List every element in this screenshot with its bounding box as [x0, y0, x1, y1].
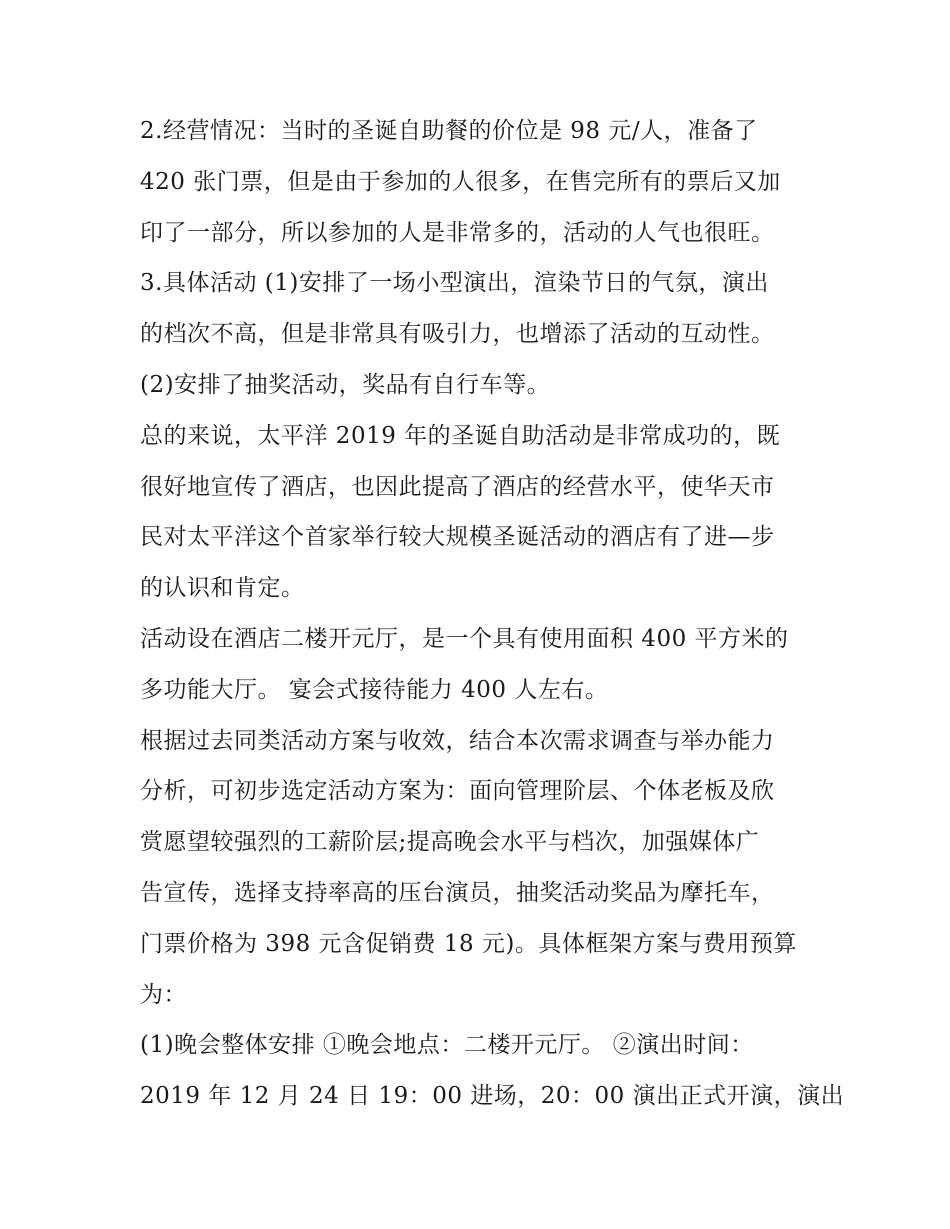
text-line-10: 的认识和肯定。	[140, 575, 305, 602]
text-line-19: (1)晚会整体安排 ①晚会地点：二楼开元厅。 ②演出时间：	[140, 1032, 754, 1059]
text-line-13: 根据过去同类活动方案与收效，结合本次需求调查与举办能力	[140, 727, 775, 754]
text-line-3: 印了一部分，所以参加的人是非常多的，活动的人气也很旺。	[140, 219, 775, 246]
text-line-6: (2)安排了抽奖活动，奖品有自行车等。	[140, 371, 551, 398]
text-line-20: 2019 年 12 月 24 日 19：00 进场，20：00 演出正式开演，演出	[140, 1083, 845, 1110]
text-line-7: 总的来说，太平洋 2019 年的圣诞自助活动是非常成功的，既	[140, 422, 781, 449]
text-line-11: 活动设在酒店二楼开元厅，是一个具有使用面积 400 平方米的	[140, 625, 789, 652]
text-line-9: 民对太平洋这个首家举行较大规模圣诞活动的酒店有了进—步	[140, 524, 775, 551]
text-line-17: 门票价格为 398 元含促销费 18 元)。具体框架方案与费用预算	[140, 930, 797, 957]
text-line-16: 告宣传，选择支持率高的压台演员，抽奖活动奖品为摩托车，	[140, 879, 775, 906]
text-line-12: 多功能大厅。 宴会式接待能力 400 人左右。	[140, 676, 609, 703]
text-line-4: 3.具体活动 (1)安排了一场小型演出，渲染节日的气氛，演出	[140, 270, 769, 297]
text-line-8: 很好地宣传了酒店，也因此提高了酒店的经营水平，使华天市	[140, 473, 775, 500]
text-line-5: 的档次不高，但是非常具有吸引力，也增添了活动的互动性。	[140, 321, 775, 348]
document-body	[140, 106, 845, 1122]
text-line-1: 2.经营情况：当时的圣诞自助餐的价位是 98 元/人，准备了	[140, 118, 758, 144]
text-line-18: 为：	[140, 981, 187, 1008]
text-line-15: 赏愿望较强烈的工薪阶层;提高晚会水平与档次，加强媒体广	[140, 829, 760, 856]
text-line-14: 分析，可初步选定活动方案为：面向管理阶层、个体老板及欣	[140, 778, 775, 805]
text-line-2: 420 张门票，但是由于参加的人很多，在售完所有的票后又加	[140, 168, 781, 195]
